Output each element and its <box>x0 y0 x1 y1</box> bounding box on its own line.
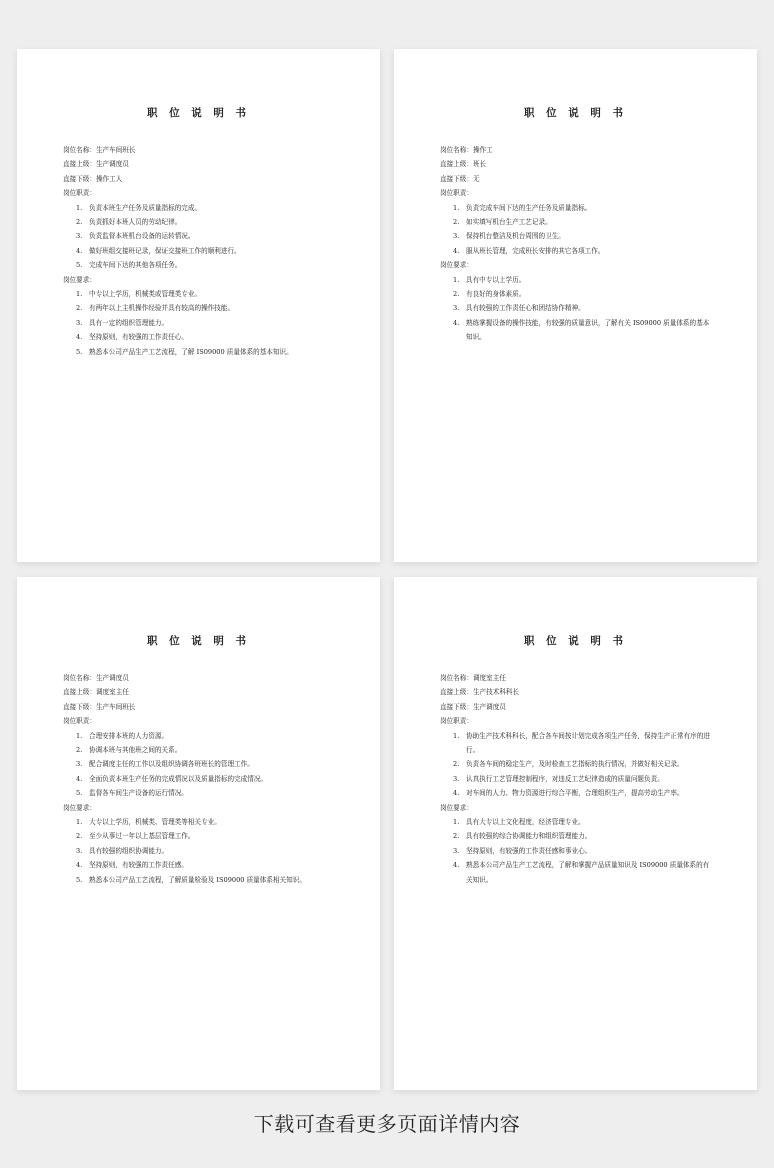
requirement-item: 3. 坚持原则，有较强的工作责任感和事业心。 <box>453 846 592 855</box>
requirements-label: 岗位要求： <box>63 803 96 812</box>
requirement-item: 3. 具有较强的工作责任心和团结协作精神。 <box>453 304 585 313</box>
page-title: 职 位 说 明 书 <box>146 635 251 647</box>
requirements-list <box>63 815 334 887</box>
requirement-item: 1. 中专以上学历，机械类或管理类专业。 <box>76 290 202 299</box>
requirement-item: 2. 至少从事过一年以上基层管理工作。 <box>76 832 195 841</box>
duty-item: 2. 如实填写机台生产工艺记录。 <box>453 218 552 227</box>
job-name-field: 岗位名称：生产调度员 <box>63 674 129 682</box>
duty-item: 5. 完成车间下达的其他各项任务。 <box>76 261 182 270</box>
duty-item: 1. 负责本班生产任务及质量指标的完成。 <box>76 203 202 212</box>
requirements-label: 岗位要求： <box>63 275 96 284</box>
job-name-field: 岗位名称：调度室主任 <box>440 674 506 682</box>
requirement-item: 1. 具有中专以上学历。 <box>453 275 526 284</box>
duties-list <box>63 201 334 273</box>
page-title: 职 位 说 明 书 <box>523 635 628 647</box>
document-page-2 <box>394 49 757 562</box>
duty-item: 5. 监督各车间生产设备的运行情况。 <box>76 789 188 798</box>
duty-item: 2. 协调本班与其他班之间的关系。 <box>76 746 182 755</box>
direct-superior-field: 直接上级：调度室主任 <box>63 688 129 697</box>
requirement-item: 3. 具有较强的组织协调能力。 <box>76 846 169 855</box>
job-name-field: 岗位名称：操作工 <box>440 146 493 154</box>
duties-list <box>63 729 334 801</box>
duty-item: 4. 服从班长管理，完成班长安排的其它各项工作。 <box>453 246 605 255</box>
direct-subordinate-field: 直接下级：无 <box>440 174 480 183</box>
requirement-item: 2. 有两年以上主机操作经验并具有较高的操作技能。 <box>76 304 235 313</box>
duty-item: 4. 对车间的人力、物力资源进行综合平衡，合理组织生产，提高劳动生产率。 <box>453 789 684 798</box>
requirement-item: 4. 熟练掌握设备的操作技能，有较强的质量意识，了解有关 IS09000 质量体系的基本知识。 <box>453 318 710 342</box>
duty-item: 3. 保持机台整洁及机台周围的卫生。 <box>453 232 565 241</box>
direct-superior-field: 直接上级：班长 <box>440 160 487 169</box>
requirement-item: 2. 具有较强的综合协调能力和组织管理能力。 <box>453 832 592 841</box>
duties-list <box>440 729 711 801</box>
requirement-item: 3. 具有一定的组织管理能力。 <box>76 318 169 327</box>
direct-subordinate-field: 直接下级：生产车间班长 <box>63 702 136 711</box>
duty-item: 3. 认真执行工艺管理控制程序，对违反工艺纪律造成的质量问题负责。 <box>453 774 664 783</box>
requirement-item: 5. 熟悉本公司产品生产工艺流程，了解 IS09000 质量体系的基本知识。 <box>76 347 293 356</box>
direct-subordinate-field: 直接下级：操作工人 <box>63 174 123 183</box>
duty-item: 1. 合理安排本班的人力资源。 <box>76 731 169 740</box>
requirements-label: 岗位要求： <box>440 803 473 812</box>
duty-item: 4. 做好班组交接班记录，保证交接班工作的顺利进行。 <box>76 246 241 255</box>
requirement-item: 4. 坚持原则，有较强的工作责任心。 <box>76 333 188 342</box>
page-title: 职 位 说 明 书 <box>146 107 251 119</box>
requirements-list <box>63 287 334 359</box>
document-page-1 <box>17 49 380 562</box>
requirement-item: 2. 有良好的身体素质。 <box>453 290 526 299</box>
requirement-item: 1. 大专以上学历，机械类、管理类等相关专业。 <box>76 818 221 827</box>
duties-label: 岗位职责： <box>63 717 96 726</box>
duty-item: 4. 全面负责本班生产任务的完成情况以及质量指标的完成情况。 <box>76 774 268 783</box>
requirements-label: 岗位要求： <box>440 261 473 270</box>
document-page-3 <box>17 577 380 1090</box>
document-page-4 <box>394 577 757 1090</box>
duties-list <box>440 201 711 259</box>
requirements-list <box>440 273 711 345</box>
duty-item: 2. 负责抓好本班人员的劳动纪律。 <box>76 218 182 227</box>
requirements-list <box>440 815 711 887</box>
job-name-field: 岗位名称：生产车间班长 <box>63 146 136 154</box>
page-title: 职 位 说 明 书 <box>523 107 628 119</box>
direct-superior-field: 直接上级：生产技术科科长 <box>440 688 520 697</box>
requirement-item: 4. 熟悉本公司产品生产工艺流程，了解和掌握产品质量知识及 IS09000 质量体系的有关知识。 <box>453 861 710 884</box>
direct-subordinate-field: 直接下级：生产调度员 <box>440 702 506 711</box>
requirement-item: 4. 坚持原则，有较强的工作责任感。 <box>76 861 188 870</box>
duty-item: 3. 负责监督本班机台设备的运转情况。 <box>76 232 195 241</box>
download-more-caption[interactable]: 下载可查看更多页面详情内容 <box>253 1112 521 1136</box>
direct-superior-field: 直接上级：生产调度员 <box>63 160 129 169</box>
duty-item: 3. 配合调度主任的工作以及组织协调各班班长的管理工作。 <box>76 760 254 769</box>
duties-label: 岗位职责： <box>440 189 473 198</box>
requirement-item: 5. 熟悉本公司产品工艺流程，了解质量检验及 IS09000 质量体系相关知识。 <box>76 875 306 884</box>
duty-item: 2. 负责各车间的稳定生产，及时检查工艺指标的执行情况，并做好相关记录。 <box>453 760 684 769</box>
duty-item: 1. 负责完成车间下达的生产任务及质量指标。 <box>453 203 592 212</box>
requirement-item: 1. 具有大专以上文化程度，经济管理专业。 <box>453 818 585 827</box>
duty-item: 1. 协助生产技术科科长，配合各车间按计划完成各项生产任务，保持生产正常有序的进行。 <box>453 731 710 755</box>
duties-label: 岗位职责： <box>63 189 96 198</box>
duties-label: 岗位职责： <box>440 717 473 726</box>
